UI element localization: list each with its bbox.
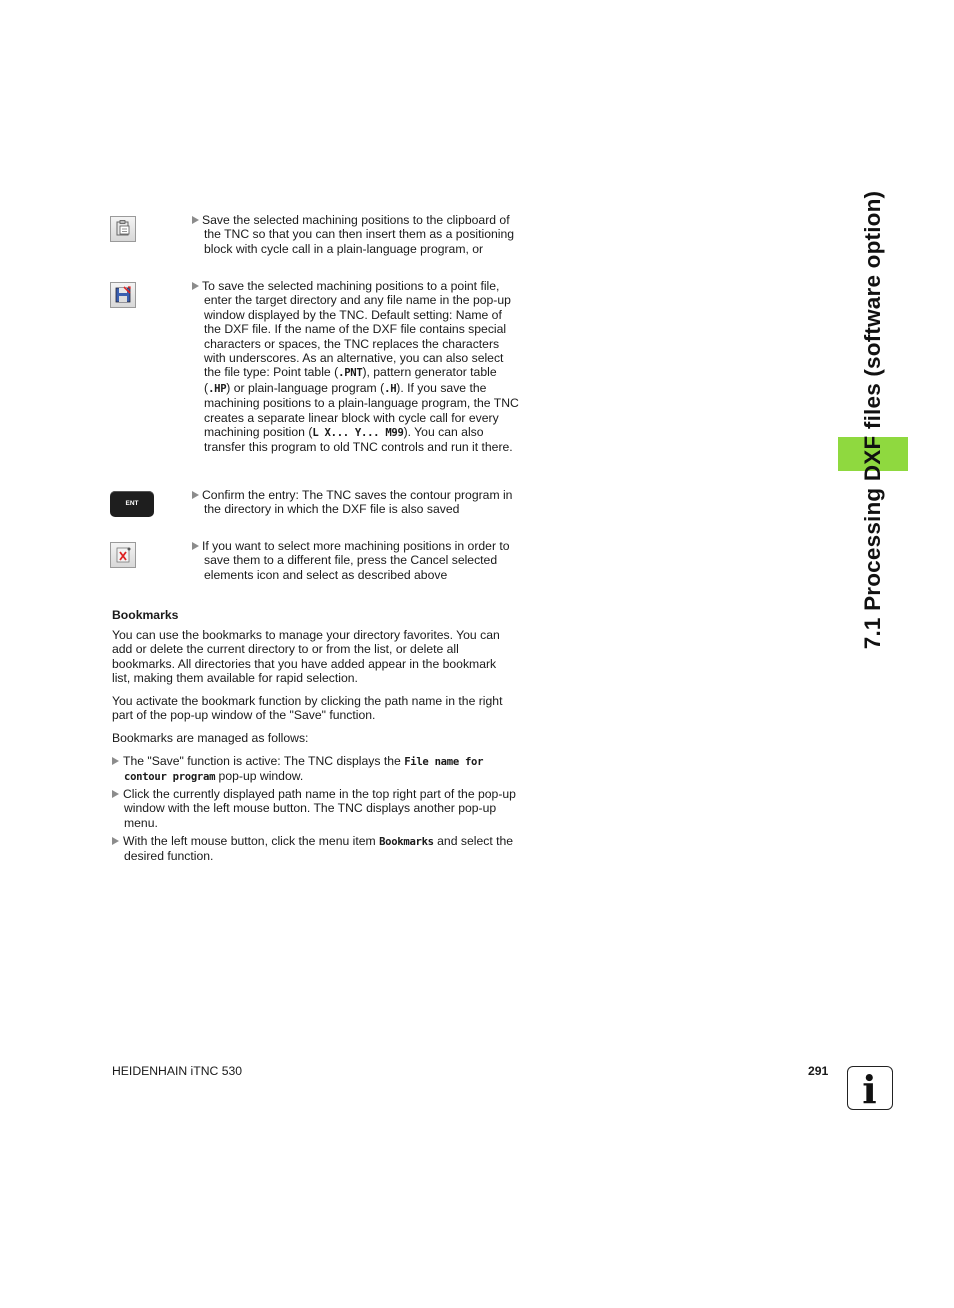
bullet-triangle-icon — [192, 216, 199, 224]
page-number: 291 — [808, 1064, 829, 1078]
paragraph: You can use the bookmarks to manage your directory favorites. You can add or delete the current directory to or from the list, or delete all bookmarks. All directories that you have added appear in the bookmark list, making them available for rapid selection. — [112, 628, 500, 686]
bullet-triangle-icon — [192, 491, 199, 499]
bullet-triangle-icon — [112, 757, 119, 765]
paragraph: You activate the bookmark function by clicking the path name in the right part of the pop-up window of the "Save" function. — [112, 694, 503, 723]
bullet-triangle-icon — [192, 542, 199, 550]
list-item: With the left mouse button, click the menu item Bookmarks and select the desired function. — [112, 834, 520, 864]
ent-key-icon[interactable]: ENT — [110, 491, 154, 517]
step-text: To save the selected machining positions to a point file, enter the target directory and any file name in the pop-up window displayed by the TNC. Default setting: Name of the DXF file. If the name of the DXF file contains special characters or spaces, the TNC replaces the characters with underscores. As an alternative, you can also select the file type: Point table (.PNT), pattern generator table (.HP) or plain-language program (.H). If you save the machining positions to a plain-language program, the TNC creates a separate linear block with cycle call for every machining position (L X... Y... M99). You can also transfer this program to old TNC controls and run it there. — [192, 279, 522, 455]
step-text: If you want to select more machining positions in order to save them to a different file, press the Cancel selected elements icon and select as described above — [192, 539, 522, 582]
cancel-selection-icon[interactable] — [110, 542, 136, 568]
section-heading: Bookmarks — [112, 608, 179, 622]
bullet-triangle-icon — [112, 837, 119, 845]
paragraph: Bookmarks are managed as follows: — [112, 731, 309, 745]
save-disk-icon[interactable] — [110, 282, 136, 308]
bullet-triangle-icon — [192, 282, 199, 290]
list-item: The "Save" function is active: The TNC displays the File name for contour program pop-up window. — [112, 754, 520, 785]
list-item: Click the currently displayed path name in the top right part of the pop-up window with the left mouse button. The TNC displays another pop-up menu. — [112, 787, 520, 830]
clipboard-icon[interactable] — [110, 216, 136, 242]
info-glyph: i — [862, 1067, 877, 1108]
footer-product: HEIDENHAIN iTNC 530 — [112, 1064, 243, 1078]
step-text: Confirm the entry: The TNC saves the contour program in the directory in which the DXF file is also saved — [192, 488, 522, 517]
info-icon — [847, 1066, 893, 1110]
chapter-title: 7.1 Processing DXF files (software option) — [859, 190, 885, 650]
bullet-triangle-icon — [112, 790, 119, 798]
step-text: Save the selected machining positions to the clipboard of the TNC so that you can then insert them as a positioning block with cycle call in a plain-language program, or — [192, 213, 522, 256]
